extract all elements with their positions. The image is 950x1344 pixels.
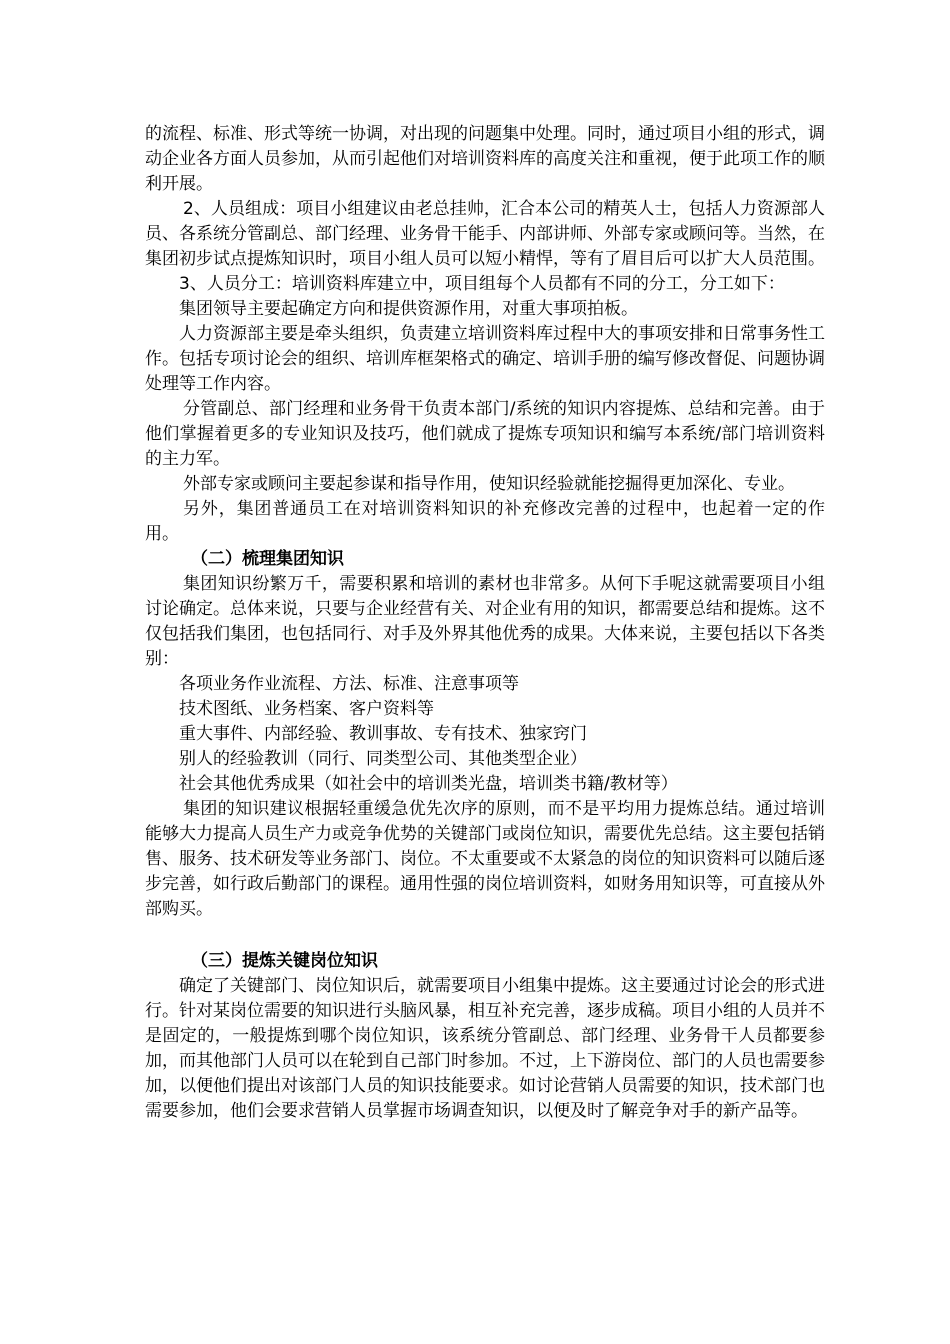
- paragraph-key-positions: 确定了关键部门、岗位知识后，就需要项目小组集中提炼。这主要通过讨论会的形式进行。针对某岗位需要的知识进行头脑风暴，相互补充完善，逐步成稿。项目小组的人员并不是固定的，一般提炼到哪个岗位知识，该系统分管副总、部门经理、业务骨干人员都要参加，而其他部门人员可以在轮到自己部门时参加。不过，上下游岗位、部门的人员也需要参加，以便他们提出对该部门人员的知识技能要求。如讨论营销人员需要的知识，技术部门也需要参加，他们会要求营销人员掌握市场调查知识，以便及时了解竞争对手的新产品等。: [145, 976, 825, 1121]
- list-item: 重大事件、内部经验、教训事故、专有技术、独家窍门: [179, 724, 587, 744]
- paragraph-priority: 集团的知识建议根据轻重缓急优先次序的原则，而不是平均用力提炼总结。通过培训能够大力提高人员生产力或竞争优势的关键部门或岗位知识，需要优先总结。这主要包括销售、服务、技术研发等业务部门、岗位。不太重要或不太紧急的岗位的知识资料可以随后逐步完善，如行政后勤部门的课程。通用性强的岗位培训资料，如财务用知识等，可直接从外部购买。: [145, 799, 825, 919]
- document-page: [145, 122, 825, 1124]
- paragraph-staff-division: 3、人员分工：培训资料库建立中，项目组每个人员都有不同的分工，分工如下：: [179, 274, 785, 294]
- paragraph-process-coordination: 的流程、标准、形式等统一协调，对出现的问题集中处理。同时，通过项目小组的形式，调动企业各方面人员参加，从而引起他们对培训资料库的高度关注和重视，便于此项工作的顺利开展。: [145, 124, 825, 194]
- paragraph-group-leaders: 集团领导主要起确定方向和提供资源作用，对重大事项拍板。: [179, 299, 638, 319]
- list-item: 社会其他优秀成果（如社会中的培训类光盘，培训类书籍/教材等）: [179, 774, 678, 794]
- section-heading-2: （二）梳理集团知识: [191, 549, 344, 569]
- list-item: 各项业务作业流程、方法、标准、注意事项等: [179, 674, 519, 694]
- section-heading-3: （三）提炼关键岗位知识: [191, 951, 378, 971]
- paragraph-hr-department: 人力资源部主要是牵头组织，负责建立培训资料库过程中大的事项安排和日常事务性工作。包括专项讨论会的组织、培训库框架格式的确定、培训手册的编写修改督促、问题协调处理等工作内容。: [145, 324, 825, 394]
- paragraph-ordinary-staff: 另外，集团普通员工在对培训资料知识的补充修改完善的过程中，也起着一定的作用。: [145, 499, 825, 544]
- paragraph-managers: 分管副总、部门经理和业务骨干负责本部门/系统的知识内容提炼、总结和完善。由于他们掌握着更多的专业知识及技巧，他们就成了提炼专项知识和编写本系统/部门培训资料的主力军。: [145, 399, 825, 469]
- paragraph-staff-composition: 2、人员组成：项目小组建议由老总挂帅，汇合本公司的精英人士，包括人力资源部人员、各系统分管副总、部门经理、业务骨干能手、内部讲师、外部专家或顾问等。当然，在集团初步试点提炼知识时，项目小组人员可以短小精悍，等有了眉目后可以扩大人员范围。: [145, 199, 825, 269]
- paragraph-group-knowledge: 集团知识纷繁万千，需要积累和培训的素材也非常多。从何下手呢这就需要项目小组讨论确定。总体来说，只要与企业经营有关、对企业有用的知识，都需要总结和提炼。这不仅包括我们集团，也包括同行、对手及外界其他优秀的成果。大体来说，主要包括以下各类别：: [145, 574, 825, 669]
- blank-line: [145, 922, 825, 949]
- list-item: 技术图纸、业务档案、客户资料等: [179, 699, 434, 719]
- list-item: 别人的经验教训（同行、同类型公司、其他类型企业）: [179, 749, 587, 769]
- paragraph-external-experts: 外部专家或顾问主要起参谋和指导作用，使知识经验就能挖掘得更加深化、专业。: [183, 474, 795, 494]
